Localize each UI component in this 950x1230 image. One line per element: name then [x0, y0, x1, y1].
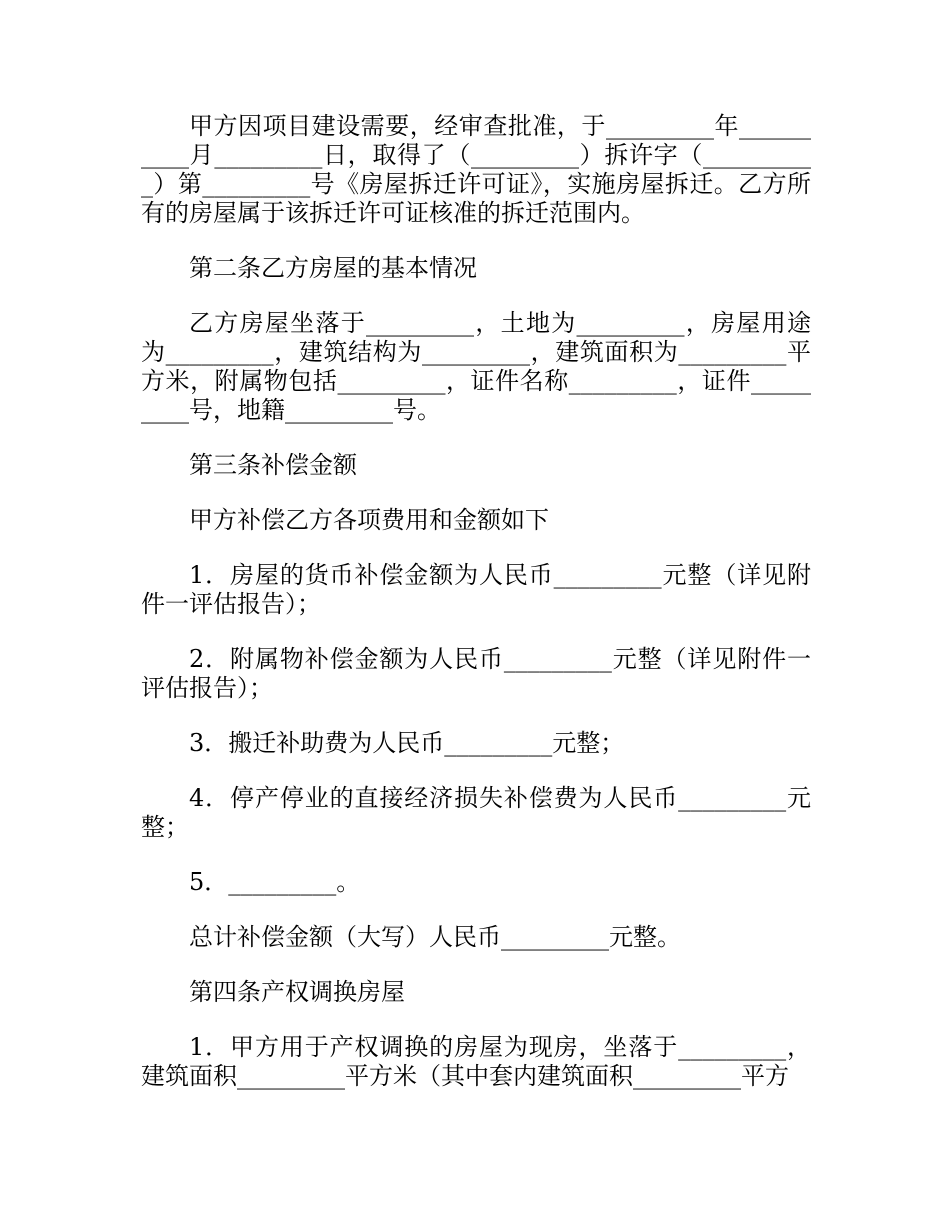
- paragraph-house-details: 乙方房屋坐落于_________，土地为_________，房屋用途为_________，建筑结构为_________，建筑面积为_________平方米，附属物包括_________，证件名称_________，证件_________号，地籍_________号。: [141, 309, 811, 424]
- list-item-other: 5．_________。: [189, 868, 361, 896]
- heading-article-3: 第三条补偿金额: [189, 451, 357, 479]
- paragraph-total-compensation: 总计补偿金额（大写）人民币_________元整。: [189, 923, 681, 951]
- list-item-relocation-subsidy: 3．搬迁补助费为人民币_________元整；: [189, 729, 625, 757]
- list-item-business-loss: 4．停产停业的直接经济损失补偿费为人民币_________元整；: [141, 784, 811, 841]
- paragraph-project-approval: 甲方因项目建设需要，经审查批准，于_________年__________月_________日，取得了（_________）拆许字（__________）第_________号《房屋拆迁许可证》，实施房屋拆迁。乙方所有的房屋属于该拆迁许可证核准的拆迁范围内。: [141, 112, 811, 227]
- heading-article-4: 第四条产权调换房屋: [189, 978, 405, 1006]
- document-page: [141, 112, 811, 1117]
- list-item-exchange-house: 1．甲方用于产权调换的房屋为现房，坐落于_________，建筑面积_________平方米（其中套内建筑面积_________平方: [141, 1033, 811, 1090]
- list-item-house-compensation: 1．房屋的货币补偿金额为人民币_________元整（详见附件一评估报告）；: [141, 561, 811, 618]
- paragraph-compensation-intro: 甲方补偿乙方各项费用和金额如下: [189, 506, 549, 534]
- list-item-attachment-compensation: 2．附属物补偿金额为人民币_________元整（详见附件一评估报告）；: [141, 645, 811, 702]
- heading-article-2: 第二条乙方房屋的基本情况: [189, 254, 477, 282]
